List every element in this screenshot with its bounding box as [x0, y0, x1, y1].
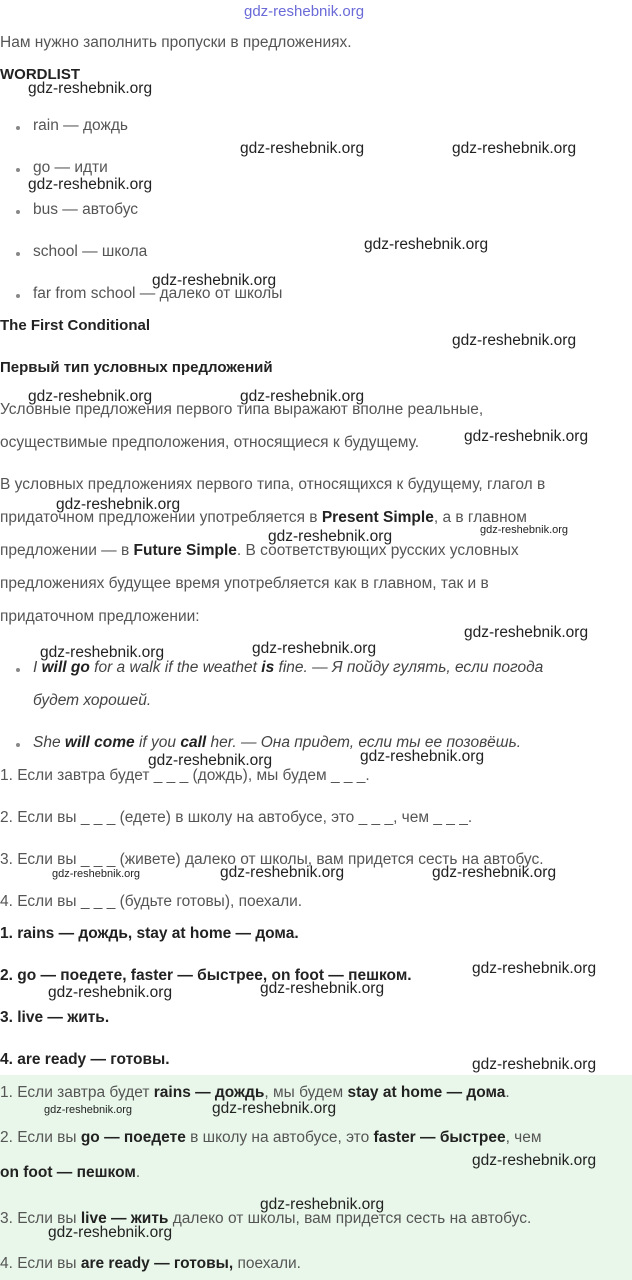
filled-sentence-4: 4. Если вы are ready — готовы, поехали.: [0, 1255, 301, 1272]
watermark: gdz-reshebnik.org: [268, 528, 393, 545]
watermark: gdz-reshebnik.org: [152, 272, 277, 289]
watermark-top: gdz-reshebnik.org: [244, 3, 365, 20]
grammar-title: The First Conditional: [0, 317, 150, 334]
watermark: gdz-reshebnik.org: [48, 984, 173, 1001]
answer-item: 2. go — поедете, faster — быстрее, on foot — пешком.: [0, 967, 412, 984]
watermark: gdz-reshebnik.org: [432, 864, 557, 881]
watermark: gdz-reshebnik.org: [44, 1104, 133, 1116]
watermark: gdz-reshebnik.org: [28, 388, 153, 405]
para2-line5: придаточном предложении:: [0, 608, 200, 625]
intro-text: Нам нужно заполнить пропуски в предложениях.: [0, 34, 352, 51]
example-1-line1: I will go for a walk if the weathet is fine. — Я пойду гулять, если погода: [33, 659, 544, 676]
wordlist-item: school — школа: [33, 243, 148, 260]
task-item: 1. Если завтра будет _ _ _ (дождь), мы будем _ _ _.: [0, 767, 370, 784]
watermark: gdz-reshebnik.org: [480, 524, 569, 536]
watermark: gdz-reshebnik.org: [364, 236, 489, 253]
wordlist-item: bus — автобус: [33, 201, 139, 218]
filled-sentence-2-line2: on foot — пешком.: [0, 1164, 141, 1181]
answer-item: 3. live — жить.: [0, 1009, 110, 1026]
wordlist-item: far from school — далеко от школы: [33, 285, 283, 302]
watermark: gdz-reshebnik.org: [48, 1224, 173, 1241]
watermark: gdz-reshebnik.org: [472, 1152, 597, 1169]
filled-sentence-3: 3. Если вы live — жить далеко от школы, вам придется сесть на автобус.: [0, 1210, 532, 1227]
watermark: gdz-reshebnik.org: [220, 864, 345, 881]
bullet-icon: [16, 743, 20, 747]
watermark: gdz-reshebnik.org: [260, 980, 385, 997]
para2-line2: придаточном предложении употребляется в Present Simple, а в главном: [0, 509, 527, 526]
bullet-icon: [16, 210, 20, 214]
filled-sentence-2-line1: 2. Если вы go — поедете в школу на автобусе, это faster — быстрее, чем: [0, 1129, 542, 1146]
bullet-icon: [16, 126, 20, 130]
watermark: gdz-reshebnik.org: [28, 80, 153, 97]
wordlist-item: go — идти: [33, 159, 108, 176]
para1-line1: Условные предложения первого типа выражают вполне реальные,: [0, 401, 484, 418]
wordlist-heading: WORDLIST: [0, 66, 80, 83]
bullet-icon: [16, 168, 20, 172]
answer-item: 1. rains — дождь, stay at home — дома.: [0, 925, 299, 942]
example-1-line2: будет хорошей.: [33, 692, 152, 709]
watermark: gdz-reshebnik.org: [360, 748, 485, 765]
watermark: gdz-reshebnik.org: [28, 176, 153, 193]
para2-line4: предложениях будущее время употребляется как в главном, так и в: [0, 575, 489, 592]
watermark: gdz-reshebnik.org: [148, 752, 273, 769]
task-item: 3. Если вы _ _ _ (живете) далеко от школы, вам придется сесть на автобус.: [0, 851, 544, 868]
task-item: 2. Если вы _ _ _ (едете) в школу на автобусе, это _ _ _, чем _ _ _.: [0, 809, 473, 826]
bullet-icon: [16, 294, 20, 298]
filled-sentence-1: 1. Если завтра будет rains — дождь, мы будем stay at home — дома.: [0, 1084, 510, 1101]
watermark: gdz-reshebnik.org: [260, 1196, 385, 1213]
para1-line2: осуществимые предположения, относящиеся к будущему.: [0, 434, 420, 451]
bullet-icon: [16, 668, 20, 672]
wordlist-item: rain — дождь: [33, 117, 128, 134]
watermark: gdz-reshebnik.org: [464, 428, 589, 445]
task-item: 4. Если вы _ _ _ (будьте готовы), поехали.: [0, 893, 303, 910]
watermark: gdz-reshebnik.org: [56, 496, 181, 513]
watermark: gdz-reshebnik.org: [472, 1056, 597, 1073]
watermark: gdz-reshebnik.org: [252, 640, 377, 657]
watermark: gdz-reshebnik.org: [472, 960, 597, 977]
watermark: gdz-reshebnik.org: [40, 644, 165, 661]
watermark: gdz-reshebnik.org: [240, 140, 365, 157]
bullet-icon: [16, 252, 20, 256]
para2-line1: В условных предложениях первого типа, относящихся к будущему, глагол в: [0, 476, 546, 493]
watermark: gdz-reshebnik.org: [464, 624, 589, 641]
example-2: She will come if you call her. — Она придет, если ты ее позовёшь.: [33, 734, 522, 751]
watermark: gdz-reshebnik.org: [452, 140, 577, 157]
para2-line3: предложении — в Future Simple. В соответствующих русских условных: [0, 542, 519, 559]
watermark: gdz-reshebnik.org: [52, 868, 141, 880]
answer-item: 4. are ready — готовы.: [0, 1051, 170, 1068]
grammar-subtitle: Первый тип условных предложений: [0, 359, 273, 376]
watermark: gdz-reshebnik.org: [212, 1100, 337, 1117]
watermark: gdz-reshebnik.org: [240, 388, 365, 405]
watermark: gdz-reshebnik.org: [452, 332, 577, 349]
